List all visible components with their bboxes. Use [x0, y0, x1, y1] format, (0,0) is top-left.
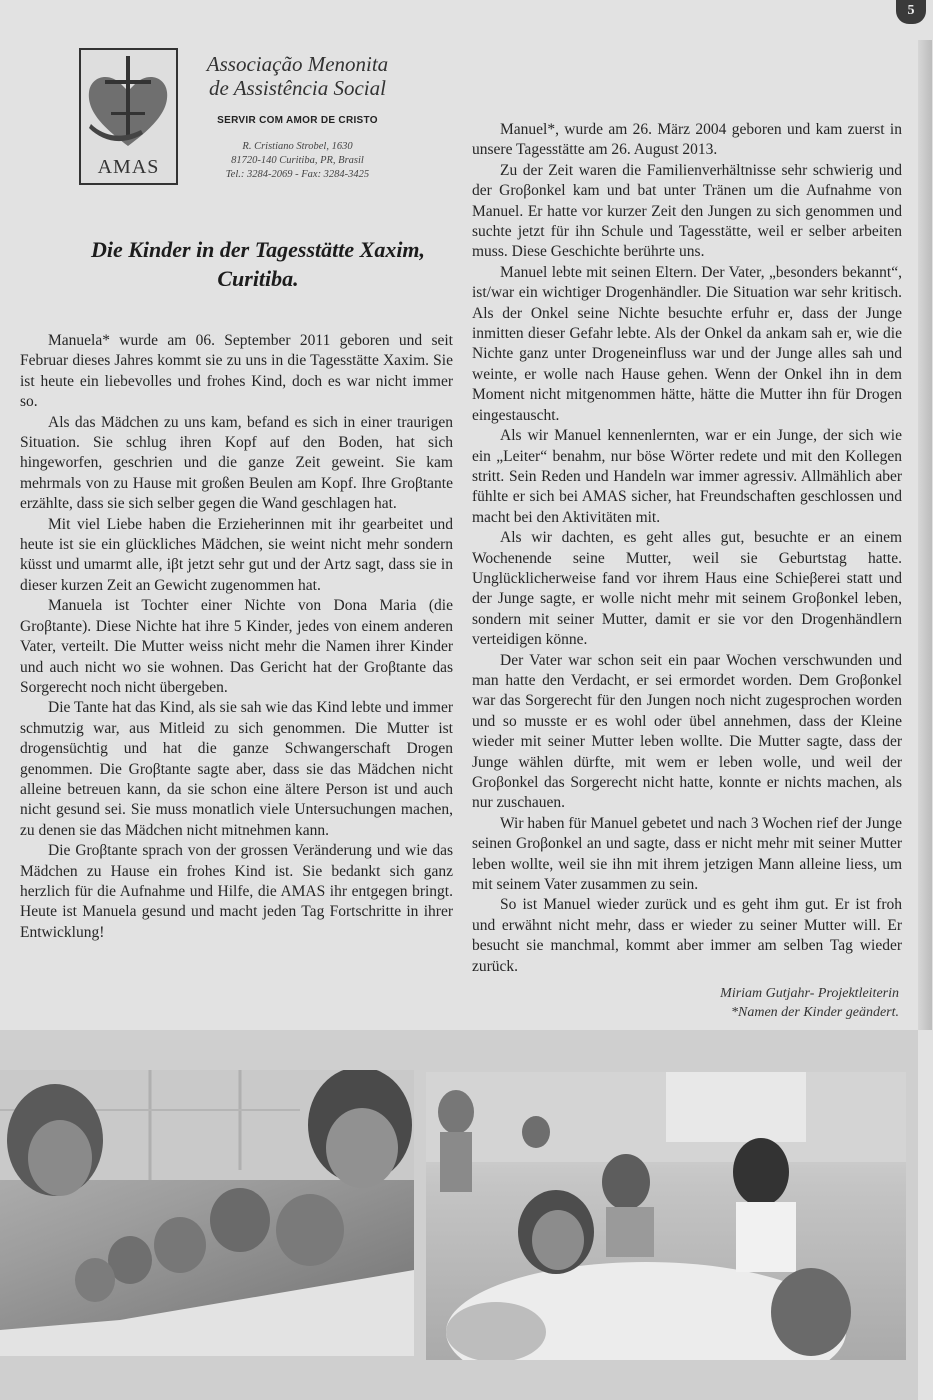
paragraph: Manuel lebte mit seinen Eltern. Der Vater, „besonders bekannt“, ist/war ein wichtiger Drogenhändler. Die Situation war sehr kritisch. Als der Onkel seine Nichte besuchte erfuhr er, dass der Junge inmitten dieser Gefahr lebte. Als der Onkel da ankam sah er, wie die Nichte ganz unter Drogeneinfluss war und der Junge alles sah und weinte, er wolle nach Hause gehen. Wenn der Onkel ihn in dem Moment nicht mitgenommen hätte, hätte die Mutter ihn für Drogen eingestauscht.	[472, 263, 902, 424]
article-title-line1: Die Kinder in der Tagesstätte Xaxim,	[90, 237, 426, 262]
children-photo-right	[426, 1072, 906, 1360]
paragraph: Wir haben für Manuel gebetet und nach 3 Wochen rief der Junge seinen Groβonkel an und sagte, dass er nicht mehr mit seiner Mutter leben wollte, weil sie ihn mit ihrem jetzigen Mann alleine liess, um mit seinem Vater zusammen zu sein.	[472, 814, 902, 894]
paragraph: Manuel*, wurde am 26. März 2004 geboren und kam zuerst in unsere Tagesstätte am 26. August 2013.	[472, 121, 902, 159]
article-title-line2: Curitiba.	[217, 265, 299, 291]
paragraph: Manuela ist Tochter einer Nichte von Dona Maria (die Groβtante). Diese Nichte hat ihre 5 Kinder, jedes von einem anderen Vater, verteilt. Die Mutter weiss nicht mehr die Namen ihrer Kinder und auch nicht wo sie wohnen. Das Gericht hat der Groβtante das Sorgerecht noch nicht übergeben.	[20, 597, 453, 696]
address-street: R. Cristiano Strobel, 1630	[242, 141, 353, 152]
paragraph: Zu der Zeit waren die Familienverhältnisse sehr schwierig und der Groβonkel kam und bat unter Tränen um die Aufnahme von Manuel. Er hatte vor kurzer Zeit den Jungen zu sich genommen und suchte jetzt für ihn Schule und Tagesstätte, weil er selber arbeiten muss. Diese Geschichte berührte uns.	[472, 161, 902, 261]
paragraph: Die Tante hat das Kind, als sie sah wie das Kind lebte und immer schmutzig war, aus Mitleid zu sich genommen. Die Mutter ist drogensüchtig und hat die ganze Schwangerschaft Drogen genommen. Die Groβtante sagte aber, dass sie das Mädchen nicht alleine betreuen kann, da sie schon eine ältere Person ist und auch nicht gesund sei. Sie muss monatlich viele Untersuchungen machen, zu denen sie das Mädchen nicht mitnehmen kann.	[20, 699, 453, 839]
article-title	[48, 236, 468, 293]
children-crafts-illustration	[426, 1072, 906, 1360]
organization-name	[190, 52, 405, 100]
left-column	[20, 331, 453, 943]
organization-slogan: SERVIR COM AMOR DE CRISTO	[217, 115, 378, 126]
paragraph: Der Vater war schon seit ein paar Wochen verschwunden und man hatte den Verdacht, er sei ermordet worden. Dem Groβonkel war das Sorgerecht für den Jungen noch nicht zugesprochen worden und so musste er es wohl oder übel annehmen, dass der Kleine wieder mit seiner Mutter leben wollte. Die Mutter sagte, dass der Junge wählen dürfte, mit wem er leben wolle, und weil der Groβonkel das Sorgerecht nicht hatte, konnte er nichts machen, als nur zuschauen.	[472, 651, 902, 812]
org-name-line1: Associação Menonita	[206, 52, 389, 76]
children-at-table-illustration	[0, 1070, 414, 1356]
page-number: 5	[896, 0, 926, 24]
children-photo-left	[0, 1070, 414, 1356]
right-column	[472, 120, 902, 977]
paragraph: Die Groβtante sprach von der grossen Veränderung und wie das Mädchen zu Hause ein frohes Kind ist. Sie bedankt sich ganz herzlich für die Aufnahme und Hilfe, die AMAS ihr entgegen bringt. Heute ist Manuela gesund und macht jeden Tag Fortschritte in ihrer Entwicklung!	[20, 842, 453, 941]
paragraph: So ist Manuel wieder zurück und es geht ihm gut. Er ist froh und erwähnt nicht mehr, dass er wieder zu seiner Mutter will. Er besucht sie manchmal, kommt aber immer am selben Tag wieder zurück.	[472, 896, 902, 975]
paragraph: Als das Mädchen zu uns kam, befand es sich in einer traurigen Situation. Sie schlug ihren Kopf auf den Boden, hat sich hingeworfen, geschrien und die ganze Zeit geweint. Sie kam mehrmals von zu Hause mit großen Beulen am Kopf. Ihre Groβtante erzählte, dass sie sich selber gegen die Wand geschlagen hat.	[20, 413, 453, 513]
amas-logo	[79, 48, 178, 185]
organization-address	[190, 140, 405, 183]
paragraph: Als wir dachten, es geht alles gut, besuchte er an einem Wochenende seine Mutter, weil sie Geburtstag hatte. Unglücklicherweise fand vor ihrem Haus eine Schieβerei statt und der Junge sagte, er wolle nicht mehr mit seinem Groβonkel leben, sondern mit seiner Mutter, damit er sie vor den Drogenhändlern verteidigen könne.	[472, 529, 902, 649]
address-city: 81720-140 Curitiba, PR, Brasil	[231, 155, 364, 167]
paragraph: Manuela* wurde am 06. September 2011 geboren und seit Februar dieses Jahres kommt sie zu uns in die Tagesstätte Xaxim. Sie ist heute ein liebevolles und frohes Kind, doch es war nicht immer so.	[20, 332, 453, 411]
logo-text: AMAS	[97, 156, 160, 178]
org-name-line2: de Assistência Social	[209, 76, 386, 101]
names-changed-note: *Namen der Kinder geändert.	[731, 1004, 899, 1020]
cross-heart-hands-icon	[81, 54, 176, 154]
article-credit	[720, 985, 899, 1023]
paragraph: Als wir Manuel kennenlernten, war er ein Junge, der sich wie ein „Leiter“ benahm, nur böse Wörter redete und mit den Kollegen stritt. Sein Reden und Handeln war immer agressiv. Allmählich aber fühlte er sich bei AMAS sicher, hat Freundschaften geschlossen und macht bei den Aktivitäten mit.	[472, 427, 902, 526]
page-edge	[918, 40, 932, 1030]
address-phone: Tel.: 3284-2069 - Fax: 3284-3425	[225, 169, 370, 181]
paragraph: Mit viel Liebe haben die Erzieherinnen mit ihr gearbeitet und heute ist sie ein glückliches Mädchen, sie weint nicht mehr sondern küsst und umarmt alle, iβt jetzt sehr gut und der Artz sagt, dass sie in dieser kurzen Zeit an Gewicht zugenommen hat.	[20, 515, 453, 594]
author-credit: Miriam Gutjahr- Projektleiterin	[720, 986, 899, 1001]
